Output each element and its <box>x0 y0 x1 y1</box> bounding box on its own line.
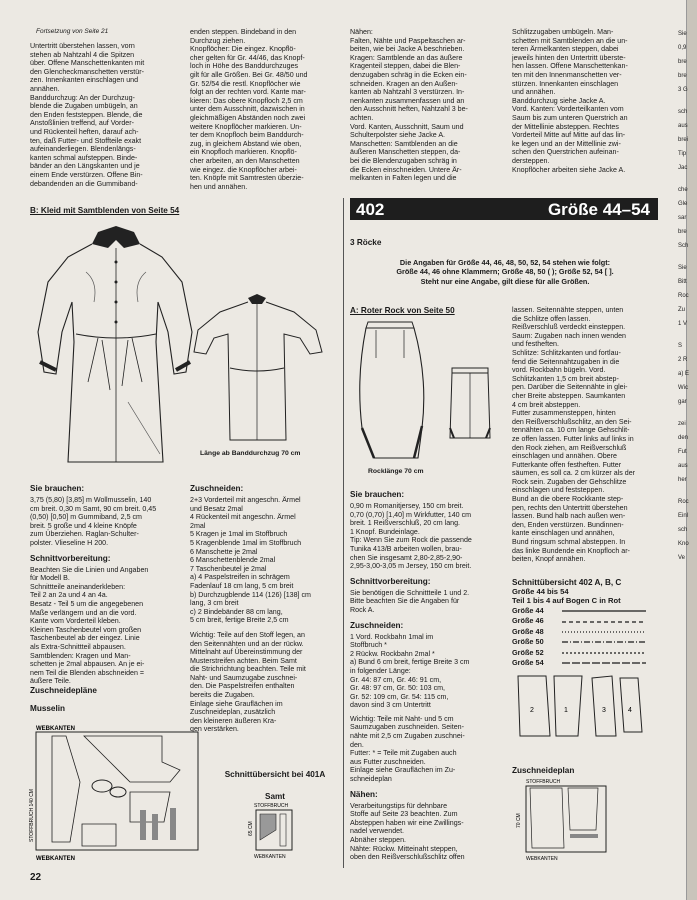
size-line-sample <box>562 660 646 666</box>
text-line: Wichtig: Teile mit Naht- und 5 cm <box>350 714 454 723</box>
text-line: Kante vom Vorderteil kleben. <box>30 617 121 626</box>
text-line: b) Durchzugblende 114 (126) [138] cm <box>190 590 311 599</box>
text-line: 2mal <box>190 521 206 530</box>
pattern-overview: Schnittübersicht 402 A, B, C Größe 44 bis 54 Teil 1 bis 4 auf Bogen C in Rot <box>512 578 622 605</box>
text-line: dersteppen. <box>512 156 550 165</box>
text-line: Futter zusammensteppen, hinten <box>512 409 616 418</box>
fragment-text: Fut <box>678 449 687 455</box>
text-line: den kleineren äußeren Kra- <box>190 716 277 725</box>
size-legend-row <box>512 606 652 616</box>
fragment-text: aus <box>678 123 688 129</box>
text-line: breit. 5 große und 4 kleine Knöpfe <box>30 521 137 530</box>
text-line: 4 cm breit absteppen. <box>512 400 581 409</box>
size-label: Größe 46 <box>512 616 544 626</box>
text-line: breit. 1 Reißverschluß, 20 cm lang. <box>350 519 460 528</box>
text-line: blende die Zugaben umbügeln, an <box>30 102 138 111</box>
text-line: ein Knopfloch markieren. Knopflö- <box>190 148 297 157</box>
size-legend-row <box>512 627 652 637</box>
text-line: Stoffe auf Seite 23 beachten. Zum <box>350 810 458 819</box>
size-label: Größe 54 <box>512 658 544 668</box>
text-line: Bitte beachten Sie die Angaben für <box>350 597 460 606</box>
text-line: den Ausschnitt heften, Nahtzahl 3 be- <box>350 105 468 114</box>
text-line: einschlagen und annähen. Obere <box>512 452 617 461</box>
text-line: kanten schmal aufsteppen. Binde- <box>30 153 138 162</box>
skirt-length-caption: Rocklänge 70 cm <box>368 468 424 475</box>
svg-text:WEBKANTEN: WEBKANTEN <box>36 856 75 862</box>
text-line: Untertritt überstehen lassen, vorn <box>30 42 135 50</box>
text-line: Vord. Kanten, Ausschnitt, Saum und <box>350 122 464 131</box>
text-line: den Seitennähten und an der rückw. <box>190 639 304 648</box>
text-line: über. Offene Manschettenkanten mit <box>30 59 145 68</box>
section-b-heading: B: Kleid mit Samtblenden von Seite 54 <box>30 206 180 215</box>
size-legend-row <box>512 648 652 658</box>
text-line: Sie benötigen die Schnittteile 1 und 2. <box>350 588 470 597</box>
text-line: nenkanten zusammenfassen und an <box>350 96 465 105</box>
svg-text:2: 2 <box>530 707 534 714</box>
text-line: tennähten ca. 10 cm lange Gehschlit- <box>512 426 630 435</box>
text-line: a) Bund 6 cm breit, fertige Breite 3 cm <box>350 658 470 667</box>
text-line: Abnäher steppen. <box>350 836 407 844</box>
size-label: Größe 48 <box>512 626 544 636</box>
fragment-text: Kno <box>678 541 689 547</box>
col8-sewing-text <box>512 306 662 564</box>
text-line: kanten ab Nahtzahl 3 verstürzen. In- <box>350 88 465 97</box>
skirts-intro: 3 Röcke Die Angaben für Größe 44, 46, 48, 50, 52, 54 stehen wie folgt: Größe 44, 46 ohne Klammern; Größe 48, 50 ( ); Größe 52, 54 [ ]. Steht nur eine Angabe, gilt diese für alle Größen. <box>350 238 660 286</box>
musselin-layout-plan <box>30 722 210 862</box>
pattern-pieces-diagram <box>512 672 652 740</box>
text-line: für Modell B. <box>30 574 70 583</box>
text-line: den. Die Paspelstreifen enthalten <box>190 682 295 691</box>
text-line: Schnittteile aneinanderkleben: <box>30 582 126 591</box>
fragment-text: Ve <box>678 555 686 561</box>
fragment-text: Bitt <box>678 279 687 285</box>
fragment-text: Roc <box>678 499 689 505</box>
text-line: 5 Kragen je 1mal im Stoffbruch <box>190 530 288 539</box>
pattern-number: 402 <box>356 200 385 219</box>
col4-top-text <box>512 28 660 174</box>
text-line: gilt für alle Größen. Bei Gr. 48/50 und <box>190 70 308 79</box>
fragment-text: Jac <box>678 165 688 171</box>
text-line: das linke Bundende ein Knopfloch ar- <box>512 546 630 555</box>
size-line-sample <box>562 639 646 645</box>
text-line: Schlitze: Schlitzkanten und fortlau- <box>512 348 621 357</box>
svg-text:1: 1 <box>564 707 568 714</box>
text-line: c) 2 Bindebänder 88 cm lang, <box>190 607 283 616</box>
text-line: pen. Darüber die Seitennähte in glei- <box>512 383 628 392</box>
text-line: hen lassen. Offene Manschettenkan- <box>512 62 628 71</box>
fragment-text: zei <box>678 421 686 427</box>
text-line: den Rock ziehen, am Reißverschluß <box>512 443 627 452</box>
text-line: Kragen: Samtblende an das äußere <box>350 53 463 62</box>
text-line: schen den Querstrichen aufeinan- <box>512 148 619 157</box>
text-line: nähte mit 2,5 cm Zugaben zuschnei- <box>350 732 465 741</box>
fragment-text: sch <box>678 527 688 533</box>
layout-plans-heading: Zuschneidepläne Musselin <box>30 686 97 713</box>
text-line: die Ecken einschneiden. Untere Är- <box>350 165 462 174</box>
text-line: 3,75 (5,80) [3,85] m Wollmusselin, 140 <box>30 496 152 504</box>
svg-text:STOFFBRUCH: STOFFBRUCH <box>254 803 289 809</box>
a-materials-block <box>350 484 502 862</box>
fragment-text: Tip <box>678 151 687 157</box>
text-line: nadel verwendet. <box>350 827 405 836</box>
text-line: jeweils hinten den Untertritt überste- <box>512 53 626 62</box>
text-line: säumen, es soll ca. 2 cm kürzer als der <box>512 469 636 478</box>
svg-text:70 CM: 70 CM <box>516 813 522 828</box>
text-line: cm breit. 0,30 m Samt, 90 cm breit. 0,45 <box>30 504 157 513</box>
text-line: achten. <box>350 113 374 122</box>
text-line: den, Enden verstürzen. Bundinnen- <box>512 520 624 529</box>
materials-heading: Sie brauchen: <box>350 490 405 499</box>
text-line: Besatz - Teil 5 um die angegebenen <box>30 599 144 608</box>
text-line: oben den Reißverschlußschlitz offen <box>350 853 465 862</box>
text-line: wie eingez. die Knopflöcher arbei- <box>190 165 297 174</box>
size-line-sample <box>562 629 646 635</box>
dress-front-illustration <box>28 222 203 467</box>
text-line: Bund ringsum schmal absteppen. In <box>512 538 626 547</box>
text-line: ter dem Knopfloch beim Banddurch- <box>190 131 304 140</box>
size-legend-row <box>512 658 652 668</box>
text-line: 2+3 Vorderteil mit angeschn. Ärmel <box>190 496 301 504</box>
fragment-text: brei <box>678 137 689 143</box>
text-line: 0,90 m Romanitjersey, 150 cm breit. <box>350 502 464 510</box>
section-a-heading: A: Roter Rock von Seite 50 <box>350 306 455 315</box>
text-line: fend die Seitennahtzugaben in die <box>512 357 620 366</box>
size-line-sample <box>562 608 646 614</box>
fragment-text: che <box>678 187 688 193</box>
text-line: Bund an die obere Rockkante step- <box>512 495 624 504</box>
text-line: einem Ende verstürzen. Offene Bin- <box>30 170 143 179</box>
text-line: stehen ab Nahtzahl 4 die Spitzen <box>30 50 135 59</box>
text-line: der Mittellinie absteppen. Rechtes <box>512 122 619 131</box>
svg-text:WEBKANTEN: WEBKANTEN <box>36 726 75 732</box>
text-line: bei die Blendenzugaben schräg in <box>350 156 457 165</box>
text-line: (0,50) [0,50] m Gummiband, 2,5 cm <box>30 513 142 522</box>
text-line: und annähen. <box>512 88 556 97</box>
text-line: den Glencheckmanschetten verstür- <box>30 67 144 76</box>
text-line: aufeinanderliegen. Blendenlängs- <box>30 145 136 154</box>
text-line: polster. Vlieseline H 200. <box>30 538 109 547</box>
a-layout-plan <box>512 776 622 864</box>
text-line: Banddurchzug siehe Jacke A. <box>512 96 606 105</box>
text-line: 1 Vord. Rockbahn 1mal im <box>350 632 434 641</box>
text-line: Fadenlauf 18 cm lang, 5 cm breit <box>190 581 294 590</box>
text-line: und Besatz 2mal <box>190 504 243 513</box>
text-line: Kragenteil steppen, dabei die Blen- <box>350 62 461 71</box>
text-line: die Schlitze offen lassen. <box>512 314 591 323</box>
fragment-text: Sie <box>678 31 687 37</box>
text-line: Saum: Zugaben nach innen wenden <box>512 331 626 340</box>
text-line: einschlagen und feststeppen. <box>512 486 605 495</box>
fragment-text: 2 R <box>678 357 688 363</box>
size-label: Größe 50 <box>512 637 544 647</box>
text-line: ze offen lassen. Futter links auf links in <box>512 434 634 443</box>
text-line: die Strichrichtung beachten. Teile mit <box>190 665 306 674</box>
fragment-text: bre <box>678 59 687 65</box>
text-line: teren Ärmelkanten steppen, dabei <box>512 45 619 54</box>
fragment-text: sar <box>678 215 687 221</box>
text-line: Manschetten: Samtblenden an die <box>350 139 458 148</box>
fragment-text: bre <box>678 229 687 235</box>
text-line: lassen. Seitennähte steppen, unten <box>512 306 624 314</box>
text-line: Verarbeitungstips für dehnbare <box>350 801 448 810</box>
fragment-text: bre <box>678 73 687 79</box>
text-line: Mittelnaht auf Übereinstimmung der <box>190 648 303 657</box>
text-line: aus Futter zuschneiden. <box>350 757 426 766</box>
text-line: nem Teil die Blenden abschneiden = <box>30 668 145 677</box>
text-line: als Extra-Schnittteil abpausen. <box>30 642 126 651</box>
pattern-header-bar <box>350 198 658 220</box>
text-line: Durchzug ziehen. <box>190 36 246 45</box>
text-line: schneideplan <box>350 775 392 784</box>
svg-text:3: 3 <box>602 707 606 714</box>
text-line: lassen. Bund halb nach außen wen- <box>512 512 626 521</box>
text-line: 1 Knopf. Bundeinlage. <box>350 527 420 536</box>
text-line: cher arbeiten, an den Manschetten <box>190 156 300 165</box>
text-line: schetten mit Samtblenden an die un- <box>512 36 628 45</box>
fragment-text: Einl <box>678 513 689 519</box>
text-line: Knopflöcher arbeiten siehe Jacke A. <box>512 165 626 174</box>
text-line: Futter: * = Teile mit Zugaben auch <box>350 749 457 758</box>
text-line: Beachten Sie die Linien und Angaben <box>30 565 149 574</box>
text-line: Anstoßlinien treffend, auf Vorder- <box>30 119 134 128</box>
text-line: Reißverschluß verdeckt einsteppen. <box>512 323 626 332</box>
text-line: melkanten in Falten legen und die <box>350 174 457 183</box>
sew-heading: Nähen: <box>350 789 378 799</box>
svg-text:65 CM: 65 CM <box>248 821 254 836</box>
text-line: 6 Manschette je 2mal <box>190 547 258 556</box>
text-line: Stoffbruch * <box>350 641 387 650</box>
text-line: Kleinen Taschenbeutel vom großen <box>30 625 142 634</box>
size-line-sample <box>562 650 646 656</box>
fragment-text: sch <box>678 109 688 115</box>
text-line: schetten je 2mal abpausen. An je ei- <box>30 660 145 669</box>
a-layout-heading: Zuschneideplan <box>512 766 575 775</box>
text-line: Einlage siehe Grauflächen im <box>190 699 283 708</box>
text-line: Gr. 52: 109 cm, Gr. 54: 115 cm, <box>350 692 449 701</box>
text-line: 0,70 (0,70) [1,40] m Wirkfutter, 140 cm <box>350 510 472 519</box>
text-line: Banddurchzug: An der Durchzug- <box>30 93 135 102</box>
fragment-text: S <box>678 343 683 349</box>
dress-back-illustration <box>190 290 325 445</box>
text-line: den Reißverschlußschlitz, an den Sei- <box>512 417 632 426</box>
text-line: zug, in gleichem Abstand wie oben, <box>190 139 302 148</box>
text-line: Taschenbeutel ab der eingez. Linie <box>30 634 140 643</box>
text-line: und Rückenteil heften, darauf ach- <box>30 127 139 136</box>
text-line: 2,95-3,00-3,05 m Jersey, 150 cm breit. <box>350 562 472 571</box>
text-line: 4 Rückenteil mit angeschn. Ärmel <box>190 513 296 522</box>
col1-top-text <box>30 42 180 188</box>
size-label: Größe 52 <box>512 647 544 657</box>
size-note-line: Größe 44, 46 ohne Klammern; Größe 48, 50 ( ); Größe 52, 54 [ ]. <box>396 267 614 277</box>
svg-text:WEBKANTEN: WEBKANTEN <box>526 856 558 862</box>
text-line: zum Überziehen. Raglan-Schulter- <box>30 530 139 539</box>
text-line: Tip: Wenn Sie zum Rock die passende <box>350 536 472 545</box>
text-line: lang, 3 cm breit <box>190 599 239 608</box>
b-materials-block <box>30 478 182 686</box>
text-line: ten, daß Futter- und Stoffteile exakt <box>30 136 142 145</box>
text-line: den Enden feststeppen. Blende, die <box>30 110 143 119</box>
fragment-text: 3 G <box>678 87 688 93</box>
materials-heading: Sie brauchen: <box>30 484 85 493</box>
text-line: hen und annähen. <box>190 182 248 191</box>
text-line: davon sind 3 cm Untertritt <box>350 701 431 710</box>
text-line: chen Sie insgesamt 2,80-2,85-2,90- <box>350 553 463 562</box>
text-line: vord. Rockbahn bügeln. Vord. <box>512 366 606 375</box>
fragment-text: Zu <box>678 307 686 313</box>
text-line: Einlage siehe Grauflächen im Zu- <box>350 766 456 775</box>
text-line: Nähte: Rückw. Mitteinaht steppen, <box>350 844 458 853</box>
dress-length-caption: Länge ab Banddurchzug 70 cm <box>200 450 301 457</box>
size-label: Größe 44 <box>512 606 544 615</box>
fragment-text: gar <box>678 399 687 405</box>
text-line: denzugaben schräg in die Ecken ein- <box>350 70 467 79</box>
samt-layout-plan <box>246 800 306 862</box>
size-range: Größe 44–54 <box>547 200 650 219</box>
text-line: enden steppen. Bindeband in den <box>190 28 297 36</box>
text-line: pen, rechts den Untertritt überstehen <box>512 503 628 512</box>
text-line: cher gelten für Gr. 44/46, das Knopf- <box>190 53 305 62</box>
text-line: cher Breite absteppen. Saumkanten <box>512 391 626 400</box>
svg-text:STOFFBRUCH 140 CM: STOFFBRUCH 140 CM <box>29 789 35 842</box>
size-legend-row <box>512 637 652 647</box>
cut-heading: Zuschneiden: <box>190 484 244 493</box>
page-number: 22 <box>30 872 42 883</box>
text-line: Teil 2 an 2a und 4 an 4a. <box>30 591 108 600</box>
cut-heading: Zuschneiden: <box>350 620 404 630</box>
text-line: beiten, wie bei Jacke A beschrieben. <box>350 45 465 54</box>
text-line: weitere Knopflöcher markieren. Un- <box>190 122 302 131</box>
text-line: und festheften. <box>512 340 559 349</box>
fragment-text: her <box>678 477 687 483</box>
text-line: ke legen und an der Mittellinie zwi- <box>512 139 621 148</box>
col3-top-text <box>350 28 500 183</box>
text-line: Vord. Kanten: Vorderteilkanten vom <box>512 105 624 114</box>
svg-text:WEBKANTEN: WEBKANTEN <box>254 854 286 860</box>
text-line: Schlitzzugaben umbügeln. Man- <box>512 28 614 36</box>
skirt-back-illustration <box>446 364 496 444</box>
text-line: ten mit den Innenmanschetten ver- <box>512 70 622 79</box>
text-line: Naht- und Saumzugabe zuschnei- <box>190 673 298 682</box>
text-line: Gr. 48: 97 cm, Gr. 50: 103 cm, <box>350 684 446 693</box>
text-line: 5 cm breit, fertige Breite 2,5 cm <box>190 616 289 625</box>
text-line: Futterkante offen festheften. Futter <box>512 460 622 469</box>
size-legend-row <box>512 616 652 626</box>
text-line: Zuschneideplan, zusätzlich <box>190 708 276 717</box>
text-line: Rock A. <box>350 605 375 614</box>
text-line: Wichtig: Teile auf den Stoff legen, an <box>190 630 305 639</box>
text-line: äußere Teile. <box>30 677 71 686</box>
size-line-legend <box>512 606 652 668</box>
text-line: 6 Manschettenblende 2mal <box>190 556 276 565</box>
text-line: Knopflöcher: Die eingez. Knopflö- <box>190 45 296 54</box>
text-line: annähen. <box>30 84 60 93</box>
text-line: 2 Rückw. Rockbahn 2mal * <box>350 649 435 658</box>
text-line: Absteppen haben wir eine Zwillings- <box>350 818 464 827</box>
text-line: bänder an den Längskanten und je <box>30 162 140 171</box>
prep-heading: Schnittvorbereitung: <box>350 576 431 586</box>
text-line: in folgender Länge: <box>350 666 411 675</box>
text-line: 5 Kragenblende 1mal im Stoffbruch <box>190 538 302 547</box>
fragment-text: a) E <box>678 371 690 377</box>
text-line: Schulterpolster siehe Jacke A. <box>350 131 446 140</box>
size-line-sample <box>562 619 646 625</box>
b-overview-ref: Schnittübersicht bei 401A Samt <box>224 770 326 801</box>
text-line: Maße verlängern und an die vord. <box>30 608 137 617</box>
text-line: a) 4 Paspelstreifen in schrägem <box>190 573 290 582</box>
text-line: beiten, Knopf annähen. <box>512 555 586 564</box>
fragment-text: Gle <box>678 201 688 207</box>
text-line: stürzen. Innenkanten einschlagen <box>512 79 619 88</box>
text-line: gleichmäßigen Abständen noch zwei <box>190 113 306 122</box>
text-line: debandenden an die Gummiband- <box>30 179 138 188</box>
text-line: Musterstreifen achten. Beim Samt <box>190 656 297 665</box>
svg-text:4: 4 <box>628 707 632 714</box>
text-line: den. <box>350 740 364 749</box>
text-line: Samtblenden: Kragen und Man- <box>30 651 131 660</box>
text-line: schneiden. Kragen an den Außen- <box>350 79 458 88</box>
text-line: gen verstärken. <box>190 725 239 734</box>
text-line: folgt an der rechten vord. Kante mar- <box>190 88 306 97</box>
text-line: loch in Höhe des Banddurchzuges <box>190 62 299 71</box>
text-line: 7 Taschenbeutel je 2mal <box>190 564 267 573</box>
skirt-front-illustration <box>352 318 432 466</box>
continuation-note: Fortsetzung von Seite 21 <box>36 28 109 35</box>
text-line: Rock sein. Zugaben der Gehschlitze <box>512 477 627 486</box>
fragment-text: aus <box>678 463 688 469</box>
text-line: Vorderteil Mitte auf Mitte auf das lin- <box>512 131 626 140</box>
fragment-text: Roc <box>678 293 689 299</box>
fragment-text: Sie <box>678 265 687 271</box>
text-line: ten. Knöpfe mit Samtresten überzie- <box>190 174 304 183</box>
text-line: Schlitzkanten 1,5 cm breit abstep- <box>512 374 619 383</box>
text-line: Gr. 52/54 die restl. Knopflöcher wie <box>190 79 301 88</box>
text-line: kieren: Das obere Knopfloch 2,5 cm <box>190 96 303 105</box>
text-line: zen. Innenkanten einschlagen und <box>30 76 139 85</box>
text-line: Gr. 44: 87 cm, Gr. 46: 91 cm, <box>350 675 442 684</box>
text-line: unter dem Ausschnitt, dazwischen in <box>190 105 305 114</box>
next-page-fragments <box>678 30 689 576</box>
fragment-text: 1 V <box>678 321 688 327</box>
text-line: äußeren Manschetten steppen, da- <box>350 148 461 157</box>
text-line: kante einschlagen und annähen, <box>512 529 615 538</box>
col2-top-text <box>190 28 338 191</box>
text-line: bereits die Zugaben. <box>190 691 255 700</box>
b-cut-block <box>190 478 340 734</box>
size-note-line: Steht nur eine Angabe, gilt diese für alle Größen. <box>420 276 590 286</box>
fragment-text: 0,9 <box>678 45 687 51</box>
svg-text:STOFFBRUCH: STOFFBRUCH <box>526 779 561 785</box>
prep-heading: Schnittvorbereitung: <box>30 553 111 563</box>
fragment-text: den <box>678 435 689 441</box>
size-note-line: Die Angaben für Größe 44, 46, 48, 50, 52, 54 stehen wie folgt: <box>399 258 611 267</box>
text-line: Saum bis zum unteren Querstrich an <box>512 113 628 122</box>
text-line: Saumzugaben zuschneiden. Seiten- <box>350 723 464 732</box>
text-line: Nähen: <box>350 28 373 36</box>
fragment-text: Wic <box>678 385 688 391</box>
text-line: Tunika 413/B arbeiten wollen, brau- <box>350 544 462 553</box>
fragment-text: Sch <box>678 243 689 249</box>
text-line: Falten, Nähte und Paspeltaschen ar- <box>350 36 466 45</box>
